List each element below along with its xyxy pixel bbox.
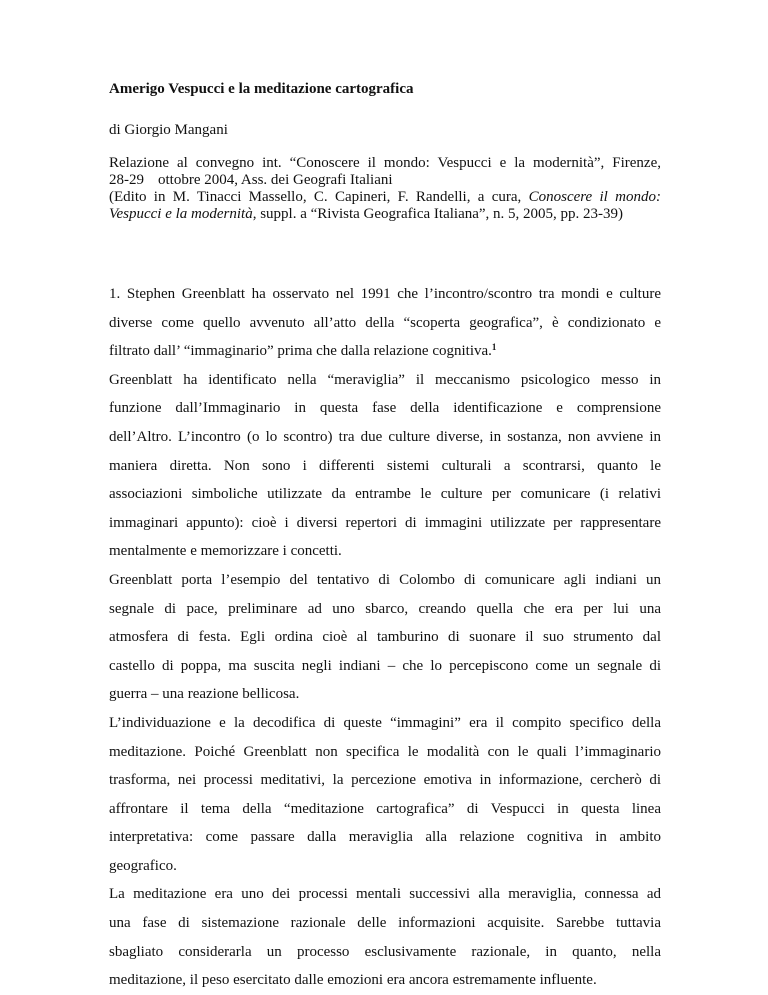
text-line: guerra – una reazione bellicosa. — [109, 686, 300, 703]
text-line: dell’Altro. L’incontro (o lo scontro) tra due culture diverse, in sostanza, non avviene in — [109, 428, 661, 445]
text-line: mentalmente e memorizzare i concetti. — [109, 543, 342, 560]
text-line: immaginari appunto): cioè i diversi repertori di immagini utilizzate per rappresentare — [109, 514, 661, 531]
publication-note-line — [109, 172, 661, 189]
footnote-reference[interactable]: 1 — [491, 342, 497, 353]
text-line: interpretativa: come passare dalla meraviglia alla relazione cognitiva in ambito — [109, 829, 661, 846]
publication-note-line: Relazione al convegno int. “Conoscere il mondo: Vespucci e la modernità”, Firenze, — [109, 155, 661, 171]
text-line: 1. Stephen Greenblatt ha osservato nel 1991 che l’incontro/scontro tra mondi e culture — [109, 286, 661, 302]
text-line-content: filtrato dall’ “immaginario” prima che dalla relazione cognitiva. — [109, 343, 492, 360]
document-author: di Giorgio Mangani — [109, 122, 228, 138]
publication-note-line — [109, 206, 661, 223]
text-line: Greenblatt ha identificato nella “meraviglia” il meccanismo psicologico messo in — [109, 371, 661, 388]
publication-note — [109, 155, 661, 223]
conference-details: ottobre 2004, Ass. dei Geografi Italiani — [158, 172, 393, 188]
text-line: funzione dall’Immaginario in questa fase della identificazione e comprensione — [109, 400, 661, 417]
conference-dates: 28-29 — [109, 172, 144, 188]
text-line: trasforma, nei processi meditativi, la percezione emotiva in informazione, cercherò di — [109, 772, 661, 789]
text-line: La meditazione era uno dei processi mentali successivi alla meraviglia, connessa ad — [109, 886, 661, 903]
editors-text: (Edito in M. Tinacci Massello, C. Capineri, F. Randelli, a cura, — [109, 189, 529, 205]
text-line: maniera diretta. Non sono i differenti sistemi culturali a scontrarsi, quanto le — [109, 457, 661, 474]
paragraph — [109, 280, 661, 366]
text-line: affrontare il tema della “meditazione cartografica” di Vespucci in questa linea — [109, 800, 661, 817]
paragraph — [109, 366, 661, 566]
book-title-part: Conoscere il mondo: — [528, 189, 661, 205]
text-line: atmosfera di festa. Egli ordina cioè al tamburino di suonare il suo strumento dal — [109, 629, 661, 646]
journal-reference: , suppl. a “Rivista Geografica Italiana”, n. 5, 2005, pp. 23-39) — [252, 206, 624, 222]
text-line: L’individuazione e la decodifica di queste “immagini” era il compito specifico della — [109, 714, 661, 731]
text-line: una fase di sistemazione razionale delle informazioni acquisite. Sarebbe tuttavia — [109, 915, 661, 932]
text-line: sbagliato considerarla un processo esclusivamente razionale, in quanto, nella — [109, 943, 661, 960]
body-text — [109, 280, 661, 995]
text-line: Greenblatt porta l’esempio del tentativo di Colombo di comunicare agli indiani un — [109, 571, 661, 588]
text-line: diverse come quello avvenuto all’atto della “scoperta geografica”, è condizionato e — [109, 314, 661, 331]
text-line: associazioni simboliche utilizzate da entrambe le culture per comunicare (i relativi — [109, 486, 661, 503]
document-title: Amerigo Vespucci e la meditazione cartografica — [109, 81, 414, 97]
text-line — [109, 337, 661, 366]
text-line: meditazione, il peso esercitato dalle emozioni era ancora estremamente influente. — [109, 972, 597, 989]
paragraph — [109, 880, 661, 994]
book-title-part: Vespucci e la modernità — [109, 206, 253, 222]
paragraph — [109, 709, 661, 881]
publication-note-line — [109, 189, 661, 206]
text-line: meditazione. Poiché Greenblatt non specifica le modalità con le quali l’immaginario — [109, 743, 661, 760]
text-line: castello di poppa, ma suscita negli indiani – che lo percepiscono come un segnale di — [109, 657, 661, 674]
paragraph — [109, 566, 661, 709]
text-line: segnale di pace, preliminare ad uno sbarco, creando quella che era per lui una — [109, 600, 661, 617]
text-line: geografico. — [109, 857, 177, 874]
